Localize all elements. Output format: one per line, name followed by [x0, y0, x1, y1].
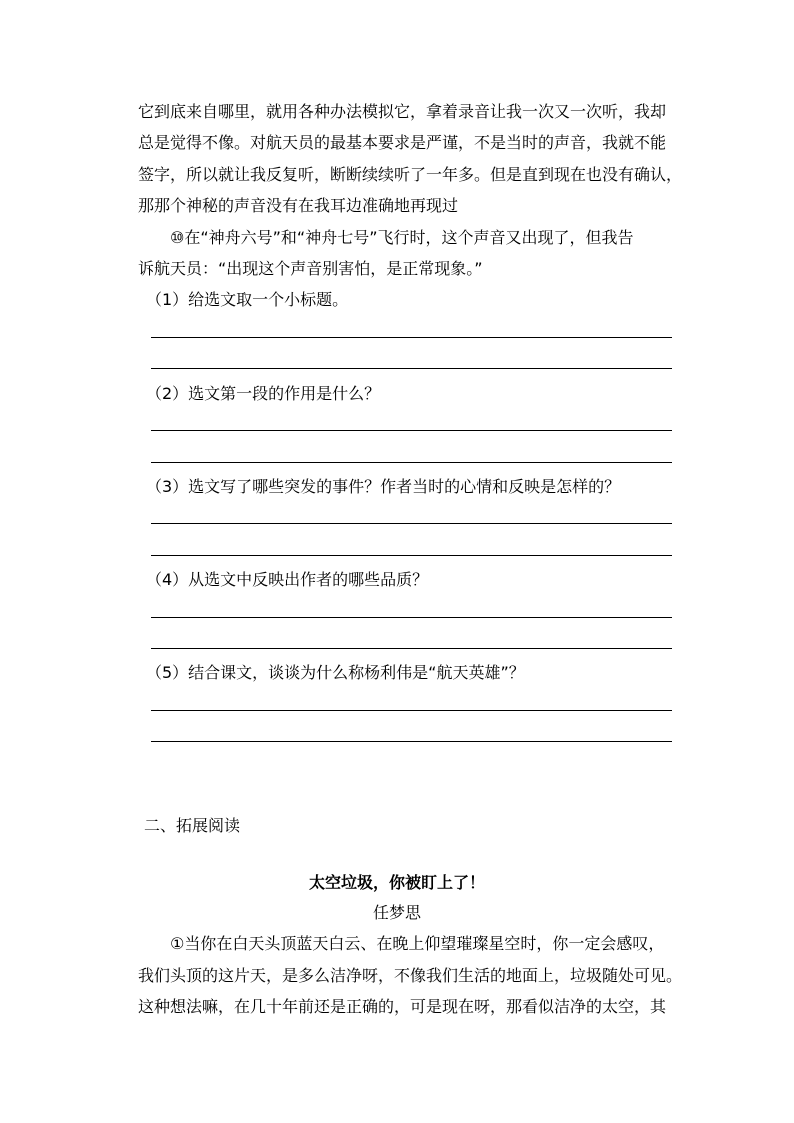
passage-line: 总是觉得不像。对航天员的最基本要求是严谨，不是当时的声音，我就不能: [138, 133, 667, 152]
answer-line[interactable]: [151, 430, 672, 431]
question-label: （5）结合课文，谈谈为什么称杨利伟是“航天英雄”？: [146, 663, 525, 682]
answer-line[interactable]: [151, 741, 672, 742]
passage-line: 签字，所以就让我反复听，断断续续听了一年多。但是直到现在也没有确认，: [138, 165, 683, 184]
article-line: 这种想法嘛，在几十年前还是正确的，可是现在呀，那看似洁净的太空，其: [138, 997, 667, 1016]
passage-line: 诉航天员：“出现这个声音别害怕，是正常现象。”: [138, 259, 483, 278]
article-author: 任梦思: [372, 903, 421, 922]
answer-line[interactable]: [151, 462, 672, 463]
answer-line[interactable]: [151, 555, 672, 556]
passage-line: ⑩在“神舟六号”和“神舟七号”飞行时，这个声音又出现了，但我告: [170, 228, 634, 247]
article-title: 太空垃圾，你被盯上了！: [308, 873, 485, 892]
section-heading: 二、拓展阅读: [144, 816, 241, 835]
answer-line[interactable]: [151, 368, 672, 369]
article-line: ①当你在白天头顶蓝天白云、在晚上仰望璀璨星空时，你一定会感叹，: [170, 934, 665, 953]
passage-line: 它到底来自哪里，就用各种办法模拟它，拿着录音让我一次又一次听，我却: [138, 102, 667, 121]
answer-line[interactable]: [151, 710, 672, 711]
passage-line: 那那个神秘的声音没有在我耳边准确地再现过: [138, 196, 459, 215]
answer-line[interactable]: [151, 523, 672, 524]
article-line: 我们头顶的这片天，是多么洁净呀，不像我们生活的地面上，垃圾随处可见。: [138, 966, 683, 985]
question-label: （4）从选文中反映出作者的哪些品质？: [146, 570, 429, 589]
answer-line[interactable]: [151, 617, 672, 618]
answer-line[interactable]: [151, 337, 672, 338]
question-label: （2）选文第一段的作用是什么？: [146, 384, 381, 403]
question-label: （3）选文写了哪些突发的事件？作者当时的心情和反映是怎样的？: [146, 477, 621, 496]
question-label: （1）给选文取一个小标题。: [146, 290, 349, 309]
answer-line[interactable]: [151, 648, 672, 649]
